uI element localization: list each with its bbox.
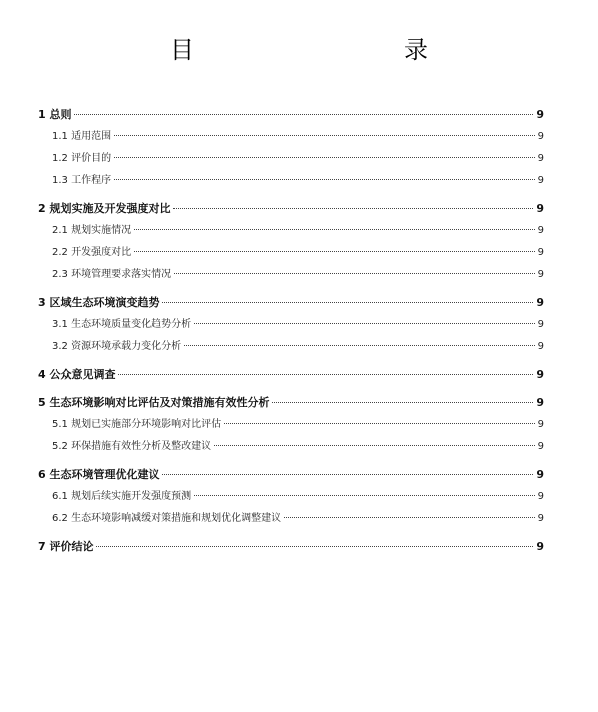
toc-entry-label: 2 规划实施及开发强度对比 bbox=[38, 202, 171, 215]
toc-entry-label: 5.2 环保措施有效性分析及整改建议 bbox=[52, 441, 212, 452]
toc-page-number: 9 bbox=[537, 441, 544, 452]
toc-chapter-entry[interactable] bbox=[38, 197, 544, 220]
toc-entry-label: 6.1 规划后续实施开发强度预测 bbox=[52, 491, 192, 502]
toc-section-entry[interactable] bbox=[38, 170, 544, 192]
dot-leader bbox=[134, 229, 535, 230]
toc-section-entry[interactable] bbox=[38, 148, 544, 170]
toc-page-number: 9 bbox=[537, 513, 544, 524]
toc-section-entry[interactable] bbox=[38, 414, 544, 436]
toc-entry-label: 5 生态环境影响对比评估及对策措施有效性分析 bbox=[38, 396, 270, 409]
toc-entry-label: 1.2 评价目的 bbox=[52, 153, 112, 164]
toc-page-number: 9 bbox=[536, 202, 544, 215]
toc-section-entry[interactable] bbox=[38, 436, 544, 458]
dot-leader bbox=[194, 495, 535, 496]
toc-chapter-entry[interactable] bbox=[38, 463, 544, 486]
toc-page-number: 9 bbox=[537, 491, 544, 502]
dot-leader bbox=[173, 208, 533, 209]
dot-leader bbox=[194, 323, 535, 324]
toc-page-number: 9 bbox=[537, 131, 544, 142]
toc-page-number: 9 bbox=[537, 269, 544, 280]
table-of-contents bbox=[38, 103, 544, 558]
toc-chapter-entry[interactable] bbox=[38, 291, 544, 314]
dot-leader bbox=[162, 474, 533, 475]
dot-leader bbox=[118, 374, 533, 375]
toc-page-number: 9 bbox=[536, 540, 544, 553]
toc-page-number: 9 bbox=[537, 419, 544, 430]
dot-leader bbox=[74, 114, 533, 115]
toc-entry-label: 3.2 资源环境承载力变化分析 bbox=[52, 341, 182, 352]
toc-section-entry[interactable] bbox=[38, 264, 544, 286]
toc-section-entry[interactable] bbox=[38, 314, 544, 336]
toc-section-entry[interactable] bbox=[38, 220, 544, 242]
toc-page-number: 9 bbox=[536, 296, 544, 309]
toc-chapter-entry[interactable] bbox=[38, 363, 544, 386]
dot-leader bbox=[114, 179, 535, 180]
toc-entry-label: 1 总则 bbox=[38, 108, 72, 121]
dot-leader bbox=[224, 423, 535, 424]
toc-entry-label: 5.1 规划已实施部分环境影响对比评估 bbox=[52, 419, 222, 430]
toc-section-entry[interactable] bbox=[38, 508, 544, 530]
page-title: 目 录 bbox=[170, 36, 482, 64]
toc-entry-label: 4 公众意见调查 bbox=[38, 368, 116, 381]
toc-page-number: 9 bbox=[537, 153, 544, 164]
toc-page-number: 9 bbox=[537, 225, 544, 236]
dot-leader bbox=[174, 273, 535, 274]
dot-leader bbox=[272, 402, 533, 403]
toc-entry-label: 3 区域生态环境演变趋势 bbox=[38, 296, 160, 309]
toc-entry-label: 6 生态环境管理优化建议 bbox=[38, 468, 160, 481]
toc-entry-label: 7 评价结论 bbox=[38, 540, 94, 553]
toc-section-entry[interactable] bbox=[38, 486, 544, 508]
toc-chapter-entry[interactable] bbox=[38, 103, 544, 126]
toc-section-entry[interactable] bbox=[38, 126, 544, 148]
dot-leader bbox=[162, 302, 533, 303]
toc-page-number: 9 bbox=[537, 341, 544, 352]
toc-chapter-entry[interactable] bbox=[38, 535, 544, 558]
toc-page-number: 9 bbox=[537, 175, 544, 186]
toc-section-entry[interactable] bbox=[38, 336, 544, 358]
dot-leader bbox=[96, 546, 533, 547]
toc-page-number: 9 bbox=[537, 247, 544, 258]
toc-entry-label: 1.1 适用范围 bbox=[52, 131, 112, 142]
toc-entry-label: 3.1 生态环境质量变化趋势分析 bbox=[52, 319, 192, 330]
toc-entry-label: 6.2 生态环境影响减缓对策措施和规划优化调整建议 bbox=[52, 513, 282, 524]
dot-leader bbox=[114, 135, 535, 136]
dot-leader bbox=[284, 517, 535, 518]
toc-page-number: 9 bbox=[537, 319, 544, 330]
dot-leader bbox=[134, 251, 535, 252]
dot-leader bbox=[214, 445, 535, 446]
toc-section-entry[interactable] bbox=[38, 242, 544, 264]
toc-entry-label: 1.3 工作程序 bbox=[52, 175, 112, 186]
toc-page-number: 9 bbox=[536, 396, 544, 409]
toc-entry-label: 2.2 开发强度对比 bbox=[52, 247, 132, 258]
toc-page-number: 9 bbox=[536, 368, 544, 381]
toc-page-number: 9 bbox=[536, 468, 544, 481]
toc-entry-label: 2.1 规划实施情况 bbox=[52, 225, 132, 236]
toc-page-number: 9 bbox=[536, 108, 544, 121]
dot-leader bbox=[184, 345, 535, 346]
toc-entry-label: 2.3 环境管理要求落实情况 bbox=[52, 269, 172, 280]
toc-chapter-entry[interactable] bbox=[38, 391, 544, 414]
dot-leader bbox=[114, 157, 535, 158]
